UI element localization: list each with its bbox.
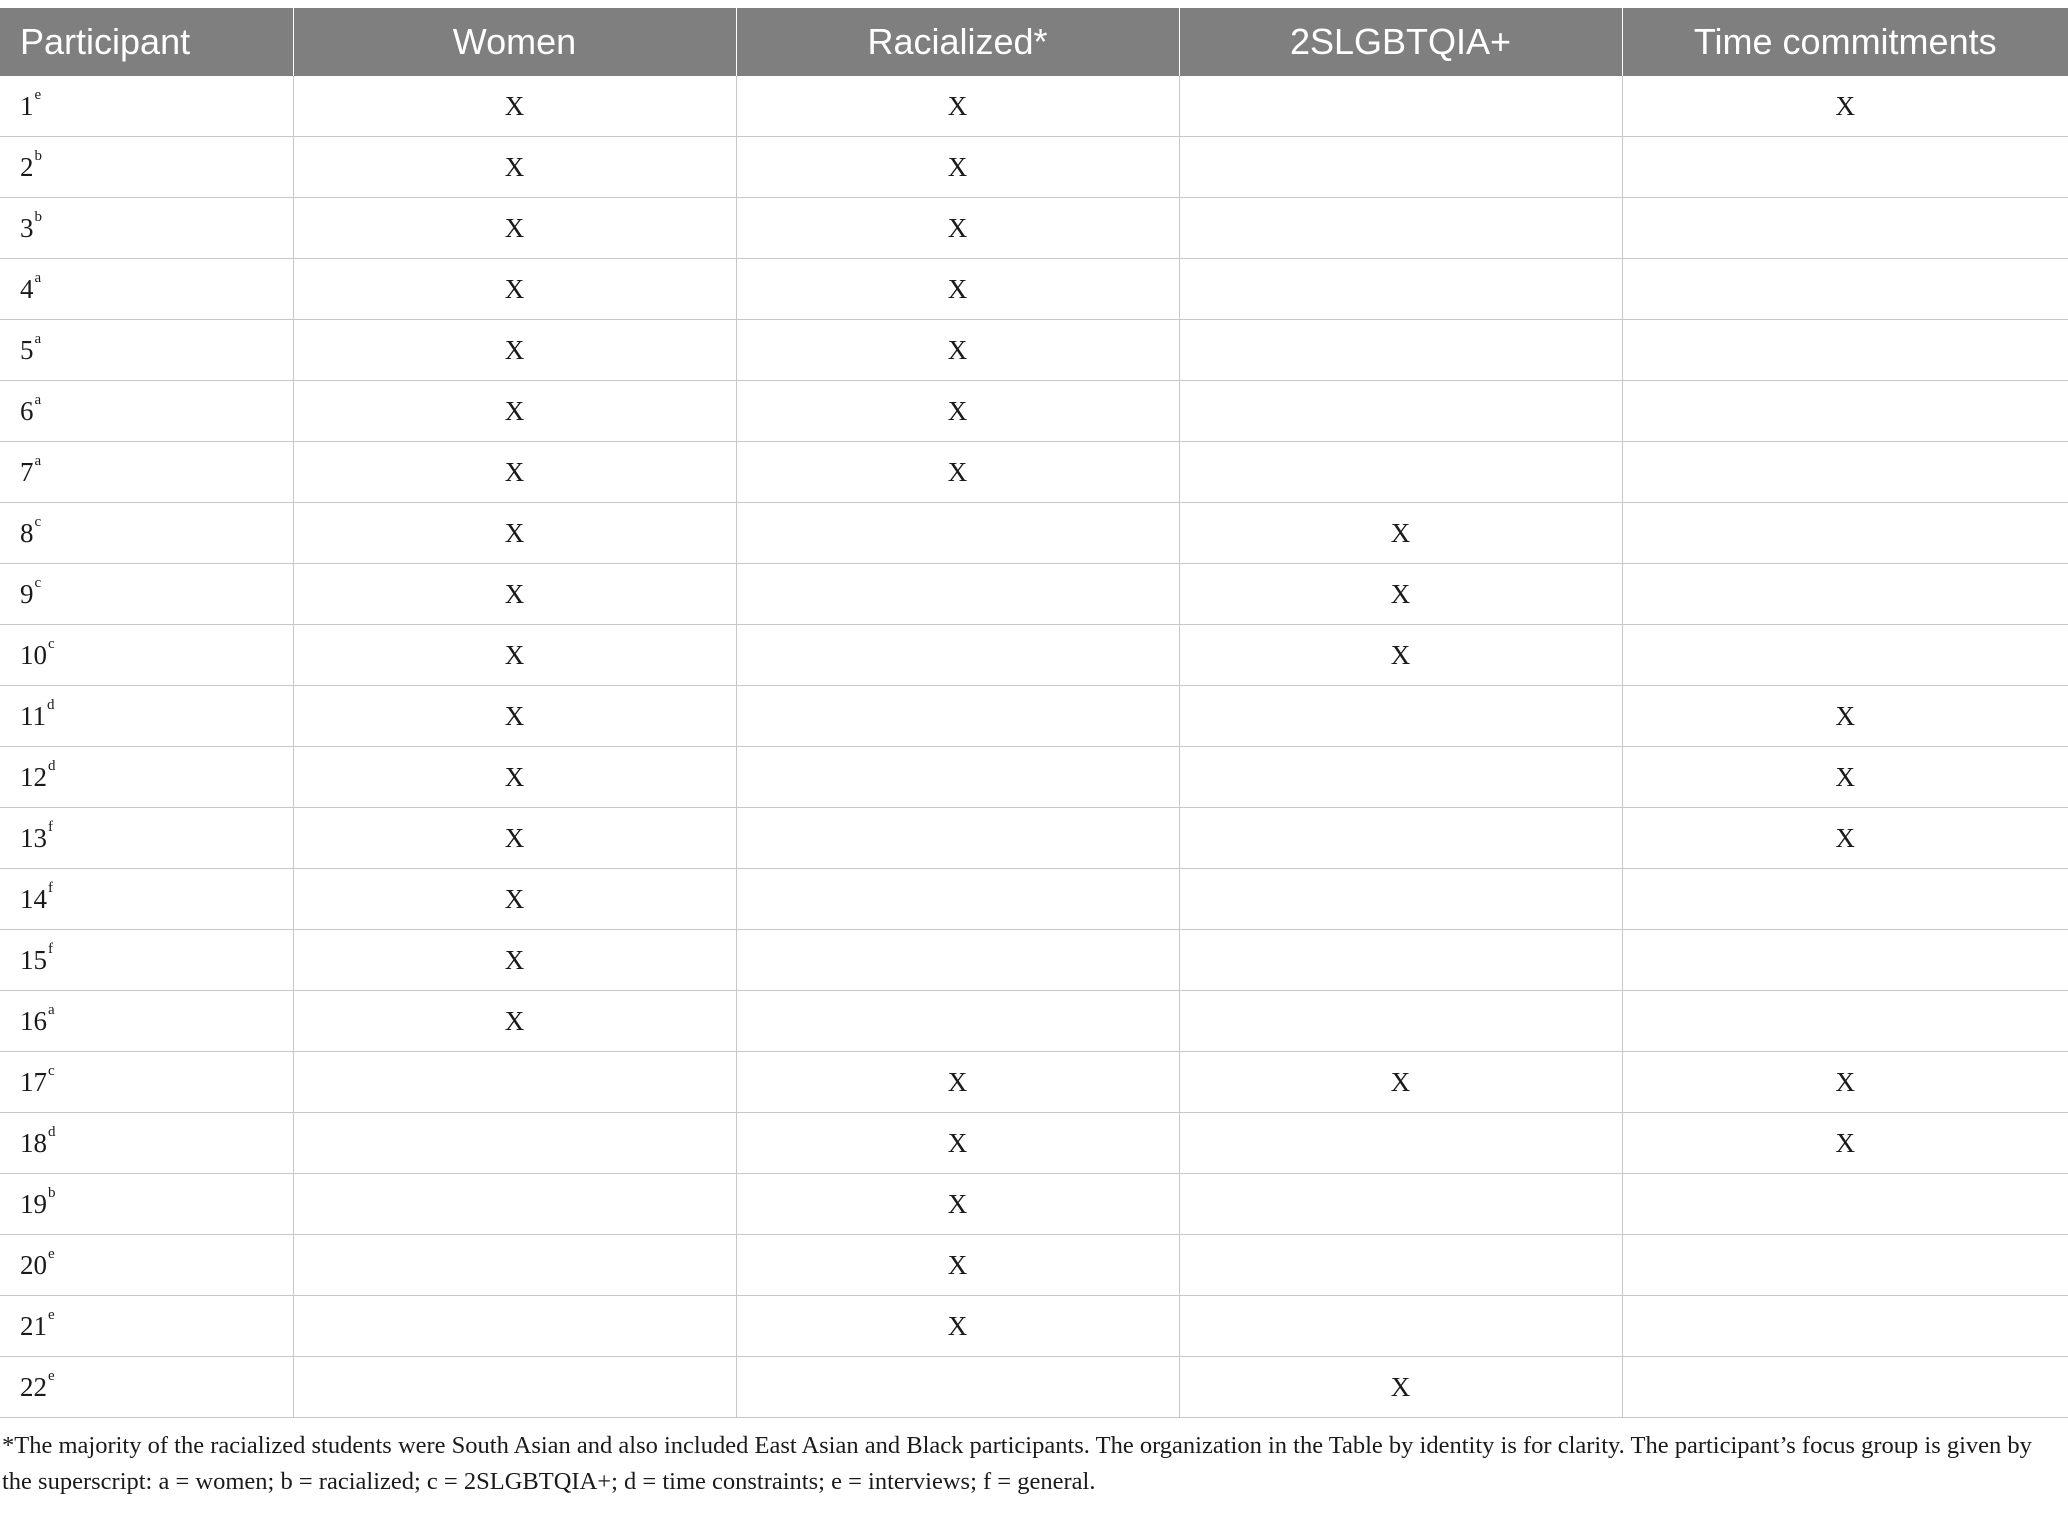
- cell-racialized: X: [736, 442, 1179, 503]
- cell-women: [293, 1357, 736, 1418]
- cell-women: [293, 1296, 736, 1357]
- header-time-commitments: Time commitments: [1622, 8, 2068, 76]
- participant-cell: [0, 320, 293, 381]
- participant-number: 10: [20, 639, 47, 670]
- cell-2slgbtqia: [1179, 1296, 1622, 1357]
- cell-time-commitments: [1622, 1174, 2068, 1235]
- cell-racialized: X: [736, 198, 1179, 259]
- table-row: [0, 76, 2068, 137]
- cell-time-commitments: [1622, 1235, 2068, 1296]
- cell-2slgbtqia: [1179, 808, 1622, 869]
- cell-time-commitments: [1622, 625, 2068, 686]
- cell-racialized: X: [736, 320, 1179, 381]
- header-racialized: Racialized*: [736, 8, 1179, 76]
- cell-time-commitments: [1622, 1296, 2068, 1357]
- cell-2slgbtqia: X: [1179, 625, 1622, 686]
- cell-time-commitments: [1622, 503, 2068, 564]
- cell-racialized: X: [736, 1296, 1179, 1357]
- cell-time-commitments: [1622, 442, 2068, 503]
- participant-cell: [0, 442, 293, 503]
- cell-2slgbtqia: [1179, 259, 1622, 320]
- cell-women: X: [293, 320, 736, 381]
- participant-number: 1: [20, 90, 34, 121]
- table-row: [0, 503, 2068, 564]
- focus-group-superscript: b: [34, 208, 42, 225]
- cell-racialized: X: [736, 1052, 1179, 1113]
- participant-cell: [0, 625, 293, 686]
- participant-number: 11: [20, 700, 46, 731]
- cell-time-commitments: [1622, 1357, 2068, 1418]
- header-2slgbtqia: 2SLGBTQIA+: [1179, 8, 1622, 76]
- focus-group-superscript: e: [48, 1367, 55, 1384]
- table-body: [0, 76, 2068, 1418]
- participant-cell: [0, 1113, 293, 1174]
- table-row: [0, 625, 2068, 686]
- cell-time-commitments: X: [1622, 1113, 2068, 1174]
- table-row: [0, 747, 2068, 808]
- cell-racialized: X: [736, 76, 1179, 137]
- focus-group-superscript: f: [48, 879, 53, 896]
- participant-number: 20: [20, 1249, 47, 1280]
- participant-number: 22: [20, 1371, 47, 1402]
- cell-time-commitments: X: [1622, 747, 2068, 808]
- participant-number: 5: [20, 334, 34, 365]
- cell-racialized: [736, 930, 1179, 991]
- cell-racialized: [736, 808, 1179, 869]
- cell-racialized: [736, 747, 1179, 808]
- cell-women: X: [293, 564, 736, 625]
- cell-time-commitments: [1622, 930, 2068, 991]
- participant-number: 8: [20, 517, 34, 548]
- focus-group-superscript: f: [48, 940, 53, 957]
- participant-number: 13: [20, 822, 47, 853]
- cell-women: X: [293, 625, 736, 686]
- participant-number: 19: [20, 1188, 47, 1219]
- cell-2slgbtqia: [1179, 137, 1622, 198]
- table-row: [0, 259, 2068, 320]
- cell-time-commitments: [1622, 320, 2068, 381]
- cell-2slgbtqia: [1179, 686, 1622, 747]
- participant-cell: [0, 869, 293, 930]
- cell-2slgbtqia: [1179, 76, 1622, 137]
- cell-women: X: [293, 76, 736, 137]
- cell-time-commitments: [1622, 381, 2068, 442]
- table-row: [0, 564, 2068, 625]
- cell-time-commitments: X: [1622, 808, 2068, 869]
- table-row: [0, 381, 2068, 442]
- cell-racialized: [736, 503, 1179, 564]
- cell-time-commitments: X: [1622, 76, 2068, 137]
- participant-cell: [0, 747, 293, 808]
- participant-number: 15: [20, 944, 47, 975]
- participant-number: 3: [20, 212, 34, 243]
- cell-women: X: [293, 808, 736, 869]
- cell-2slgbtqia: [1179, 1113, 1622, 1174]
- table-header: [0, 8, 2068, 76]
- cell-racialized: [736, 991, 1179, 1052]
- participant-number: 2: [20, 151, 34, 182]
- participant-number: 17: [20, 1066, 47, 1097]
- focus-group-superscript: e: [48, 1306, 55, 1323]
- participant-cell: [0, 381, 293, 442]
- focus-group-superscript: e: [34, 86, 42, 103]
- focus-group-superscript: d: [48, 757, 56, 774]
- participant-cell: [0, 686, 293, 747]
- cell-time-commitments: [1622, 869, 2068, 930]
- cell-women: X: [293, 503, 736, 564]
- focus-group-superscript: b: [34, 147, 42, 164]
- participant-table-container: [0, 8, 2068, 1500]
- cell-2slgbtqia: X: [1179, 1357, 1622, 1418]
- participant-cell: [0, 137, 293, 198]
- table-row: [0, 198, 2068, 259]
- cell-women: X: [293, 259, 736, 320]
- header-participant: Participant: [0, 8, 293, 76]
- cell-racialized: [736, 564, 1179, 625]
- cell-2slgbtqia: X: [1179, 1052, 1622, 1113]
- cell-time-commitments: [1622, 198, 2068, 259]
- cell-racialized: [736, 869, 1179, 930]
- focus-group-superscript: a: [48, 1001, 55, 1018]
- cell-time-commitments: [1622, 991, 2068, 1052]
- cell-women: X: [293, 869, 736, 930]
- participant-cell: [0, 564, 293, 625]
- cell-time-commitments: X: [1622, 1052, 2068, 1113]
- table-row: [0, 808, 2068, 869]
- participant-cell: [0, 930, 293, 991]
- participant-number: 14: [20, 883, 47, 914]
- cell-2slgbtqia: [1179, 930, 1622, 991]
- table-row: [0, 137, 2068, 198]
- cell-2slgbtqia: X: [1179, 564, 1622, 625]
- table-row: [0, 1357, 2068, 1418]
- participant-cell: [0, 1296, 293, 1357]
- focus-group-superscript: e: [48, 1245, 55, 1262]
- cell-2slgbtqia: [1179, 1235, 1622, 1296]
- cell-2slgbtqia: [1179, 320, 1622, 381]
- focus-group-superscript: c: [48, 635, 55, 652]
- participant-cell: [0, 1174, 293, 1235]
- participant-cell: [0, 991, 293, 1052]
- table-row: [0, 1174, 2068, 1235]
- participant-table: [0, 8, 2068, 1418]
- table-row: [0, 320, 2068, 381]
- table-row: [0, 930, 2068, 991]
- cell-racialized: X: [736, 1235, 1179, 1296]
- cell-racialized: X: [736, 1174, 1179, 1235]
- focus-group-superscript: a: [34, 330, 42, 347]
- participant-number: 16: [20, 1005, 47, 1036]
- cell-women: X: [293, 991, 736, 1052]
- cell-women: X: [293, 381, 736, 442]
- participant-number: 6: [20, 395, 34, 426]
- cell-women: [293, 1235, 736, 1296]
- participant-cell: [0, 1357, 293, 1418]
- header-row: [0, 8, 2068, 76]
- header-women: Women: [293, 8, 736, 76]
- cell-women: [293, 1174, 736, 1235]
- participant-number: 12: [20, 761, 47, 792]
- cell-racialized: X: [736, 259, 1179, 320]
- focus-group-superscript: f: [48, 818, 53, 835]
- cell-women: X: [293, 930, 736, 991]
- cell-racialized: [736, 686, 1179, 747]
- cell-2slgbtqia: [1179, 747, 1622, 808]
- cell-time-commitments: [1622, 259, 2068, 320]
- cell-racialized: [736, 625, 1179, 686]
- focus-group-superscript: a: [34, 391, 42, 408]
- cell-2slgbtqia: [1179, 869, 1622, 930]
- participant-number: 21: [20, 1310, 47, 1341]
- cell-time-commitments: [1622, 137, 2068, 198]
- focus-group-superscript: c: [34, 574, 42, 591]
- participant-cell: [0, 76, 293, 137]
- cell-2slgbtqia: [1179, 1174, 1622, 1235]
- cell-2slgbtqia: [1179, 991, 1622, 1052]
- participant-cell: [0, 808, 293, 869]
- cell-women: X: [293, 137, 736, 198]
- cell-women: X: [293, 442, 736, 503]
- table-row: [0, 1235, 2068, 1296]
- cell-racialized: X: [736, 1113, 1179, 1174]
- cell-2slgbtqia: [1179, 198, 1622, 259]
- cell-women: [293, 1052, 736, 1113]
- table-row: [0, 686, 2068, 747]
- table-row: [0, 442, 2068, 503]
- participant-number: 9: [20, 578, 34, 609]
- participant-cell: [0, 198, 293, 259]
- cell-racialized: X: [736, 381, 1179, 442]
- cell-2slgbtqia: [1179, 381, 1622, 442]
- focus-group-superscript: c: [34, 513, 42, 530]
- cell-racialized: [736, 1357, 1179, 1418]
- participant-cell: [0, 259, 293, 320]
- focus-group-superscript: a: [34, 269, 42, 286]
- cell-women: [293, 1113, 736, 1174]
- table-row: [0, 1052, 2068, 1113]
- cell-2slgbtqia: [1179, 442, 1622, 503]
- table-row: [0, 1113, 2068, 1174]
- cell-women: X: [293, 747, 736, 808]
- table-row: [0, 1296, 2068, 1357]
- cell-women: X: [293, 198, 736, 259]
- focus-group-superscript: a: [34, 452, 42, 469]
- table-footnote: *The majority of the racialized students were South Asian and also included East Asian and Black participants. The organization in the Table by identity is for clarity. The participant’s focus group is given by the superscript: a = women; b = racialized; c = 2SLGBTQIA+; d = time constraints; e = interviews; f = general.: [2, 1432, 2032, 1495]
- participant-number: 4: [20, 273, 34, 304]
- table-row: [0, 869, 2068, 930]
- focus-group-superscript: d: [48, 1123, 56, 1140]
- cell-time-commitments: X: [1622, 686, 2068, 747]
- participant-cell: [0, 503, 293, 564]
- participant-number: 7: [20, 456, 34, 487]
- cell-women: X: [293, 686, 736, 747]
- focus-group-superscript: b: [48, 1184, 56, 1201]
- cell-time-commitments: [1622, 564, 2068, 625]
- participant-cell: [0, 1235, 293, 1296]
- table-row: [0, 991, 2068, 1052]
- focus-group-superscript: c: [48, 1062, 55, 1079]
- participant-number: 18: [20, 1127, 47, 1158]
- cell-racialized: X: [736, 137, 1179, 198]
- focus-group-superscript: d: [47, 696, 55, 713]
- participant-cell: [0, 1052, 293, 1113]
- cell-2slgbtqia: X: [1179, 503, 1622, 564]
